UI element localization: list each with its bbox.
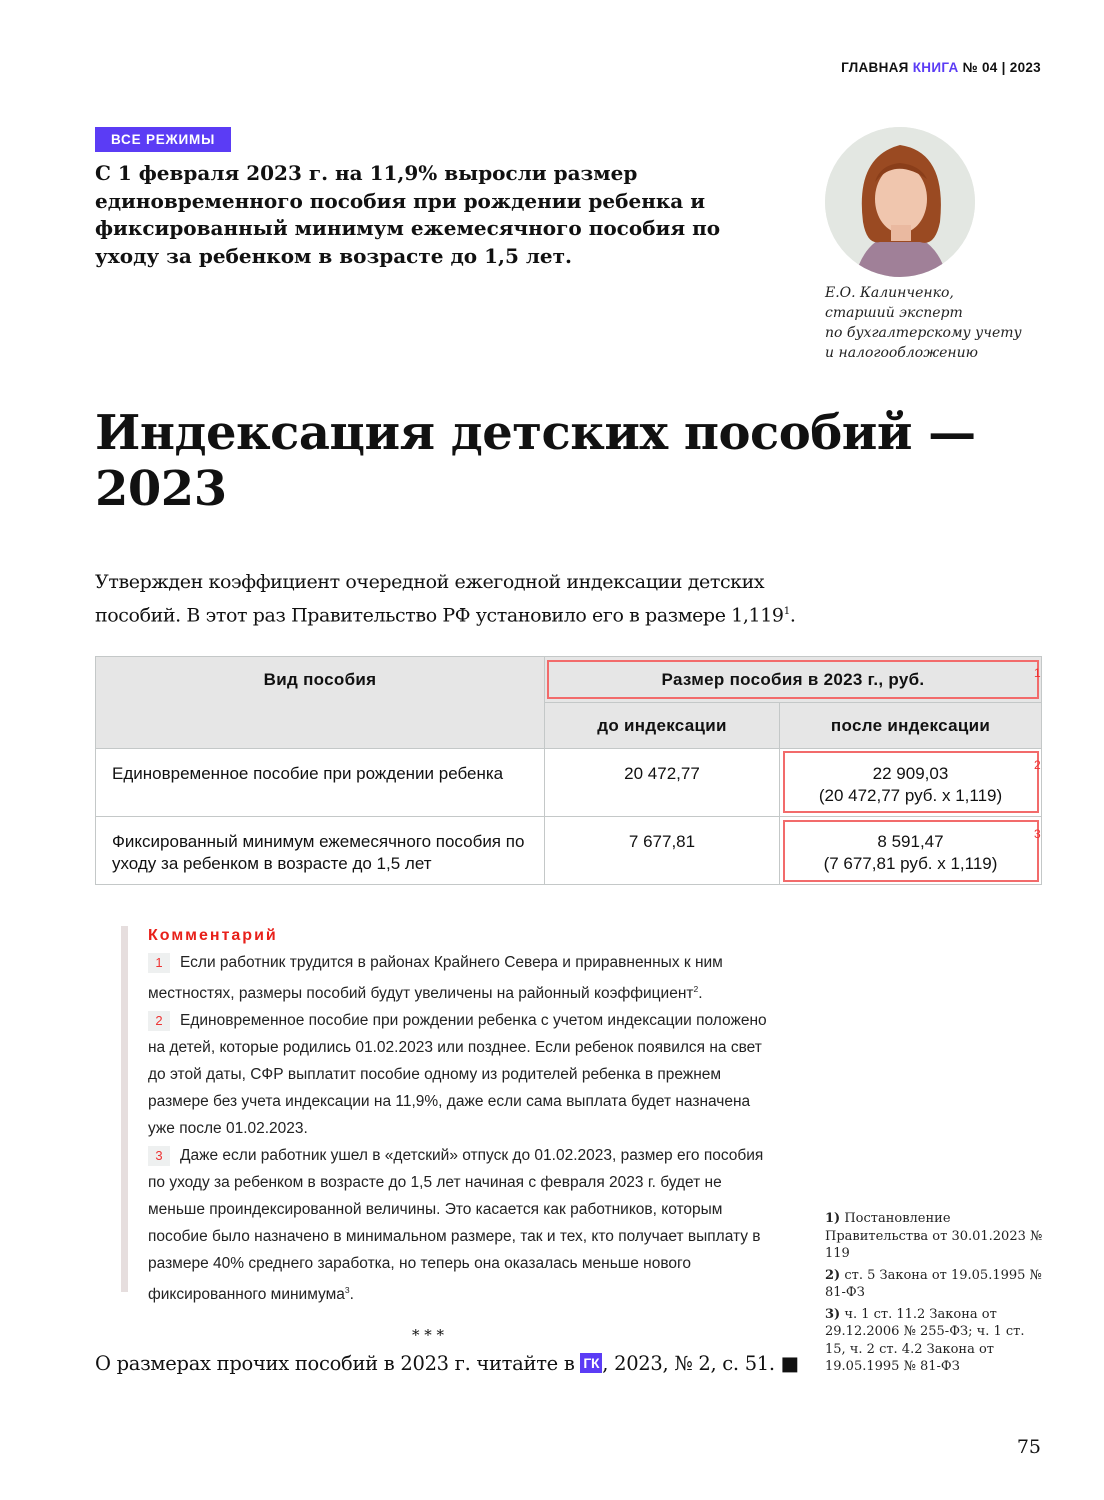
benefit-name: Единовременное пособие при рождении ребенка bbox=[96, 749, 545, 817]
comment-marker[interactable]: 2 bbox=[1034, 758, 1041, 772]
author-role: старший эксперт bbox=[825, 305, 963, 321]
author-role: и налогообложению bbox=[825, 345, 978, 361]
amount-calc: (20 472,77 руб. х 1,119) bbox=[818, 786, 1003, 805]
header-type: Вид пособия bbox=[96, 657, 545, 749]
page-number: 75 bbox=[1016, 1436, 1041, 1458]
footnote-text: Постановление Правительства от 30.01.2023 № 119 bbox=[825, 1211, 1043, 1261]
footnote-number: 2) bbox=[825, 1267, 841, 1283]
footnote-ref: 3 bbox=[344, 1285, 350, 1296]
footnote-text: ч. 1 ст. 11.2 Закона от 29.12.2006 № 255-ФЗ; ч. 1 ст. 15, ч. 2 ст. 4.2 Закона от 19.05.1995 № 81-ФЗ bbox=[825, 1306, 1025, 1374]
magazine-name: ГЛАВНАЯ bbox=[841, 60, 909, 75]
comment-text: Единовременное пособие при рождении ребенка с учетом индексации положено на детей, которые родились 01.02.2023 или позднее. Если ребенок появился на свет до этой даты, СФР выплатит пособие одному из родителей ребенка в прежнем размере без учета индексации на 11,9%, даже если сама выплата будет назначена уже после 01.02.2023. bbox=[148, 1012, 767, 1138]
comment-number[interactable]: 1 bbox=[148, 953, 170, 973]
comment-number[interactable]: 2 bbox=[148, 1011, 170, 1031]
amount-before: 20 472,77 bbox=[545, 749, 780, 817]
closing-ref: , 2023, № 2, с. 51. ■ bbox=[602, 1352, 799, 1375]
footnote bbox=[825, 1210, 1045, 1263]
running-header bbox=[841, 60, 1041, 75]
intro-paragraph bbox=[95, 568, 815, 630]
header-after: после индексации bbox=[780, 703, 1042, 749]
comment-text: Если работник трудится в районах Крайнего Севера и приравненных к ним местностях, размеры пособий будут увеличены на районный коэффициент bbox=[148, 954, 723, 1003]
comment-marker[interactable]: 3 bbox=[1034, 827, 1041, 841]
benefit-name: Фиксированный минимум ежемесячного пособия по уходу за ребенком в возрасте до 1,5 лет bbox=[96, 817, 545, 885]
amount-before: 7 677,81 bbox=[545, 817, 780, 885]
comment-title: Комментарий bbox=[148, 927, 278, 944]
amount-calc: (7 677,81 руб. х 1,119) bbox=[823, 854, 998, 873]
footnote bbox=[825, 1306, 1045, 1376]
article-title bbox=[95, 405, 976, 517]
comment-block bbox=[148, 922, 768, 1308]
comment-item bbox=[148, 1142, 768, 1308]
closing-paragraph bbox=[95, 1352, 799, 1375]
footnote bbox=[825, 1267, 1045, 1302]
footnote-ref[interactable]: 1 bbox=[783, 605, 790, 617]
header-amount: Размер пособия в 2023 г., руб. bbox=[545, 657, 1042, 703]
amount-after-value: 8 591,47 bbox=[877, 832, 944, 851]
comment-number[interactable]: 3 bbox=[148, 1146, 170, 1166]
author-role: по бухгалтерскому учету bbox=[825, 325, 1022, 341]
footnote-number: 1) bbox=[825, 1211, 841, 1226]
closing-text: О размерах прочих пособий в 2023 г. читайте в bbox=[95, 1352, 575, 1375]
intro-end: . bbox=[789, 604, 796, 627]
comment-highlight-2[interactable] bbox=[783, 751, 1039, 813]
footnote-number: 3) bbox=[825, 1306, 841, 1322]
header-before: до индексации bbox=[545, 703, 780, 749]
category-badge: ВСЕ РЕЖИМЫ bbox=[95, 127, 231, 152]
comment-highlight-3[interactable] bbox=[783, 820, 1039, 882]
magazine-name-accent: КНИГА bbox=[912, 60, 959, 75]
amount-after-value: 22 909,03 bbox=[872, 764, 949, 783]
author-name: Е.О. Калинченко, bbox=[825, 285, 954, 301]
lead-paragraph: С 1 февраля 2023 г. на 11,9% выросли размер единовременного пособия при рождении ребенка и фиксированный минимум ежемесячного пособия по уходу за ребенком в возрасте до 1,5 лет. bbox=[95, 161, 721, 268]
comment-end: . bbox=[349, 1286, 354, 1304]
comment-item bbox=[148, 949, 768, 1007]
comment-item bbox=[148, 1007, 768, 1142]
title-line: 2023 bbox=[95, 461, 227, 517]
issue-number: № 04 | 2023 bbox=[962, 60, 1041, 75]
author-photo bbox=[825, 127, 975, 277]
magazine-logo: ГК bbox=[580, 1353, 602, 1373]
footnote-ref: 2 bbox=[693, 984, 699, 994]
title-line: Индексация детских пособий — bbox=[95, 405, 976, 461]
separator: * * * bbox=[412, 1326, 445, 1344]
author-caption bbox=[825, 283, 1022, 363]
footnotes bbox=[825, 1210, 1045, 1380]
comment-end: . bbox=[698, 985, 703, 1003]
comment-highlight-1[interactable] bbox=[547, 660, 1039, 699]
comment-text: Даже если работник ушел в «детский» отпуск до 01.02.2023, размер его пособия по уходу за ребенком в возрасте до 1,5 лет начиная с февраля 2023 г. будет не меньше проиндексированной величины. Это касается как работников, которым пособие было назначено в минимальном размере, так и тех, кто получает выплату в размере 40% среднего заработка, но теперь она оказалась меньше нового фиксированного минимума bbox=[148, 1147, 764, 1304]
comment-marker[interactable]: 1 bbox=[1034, 666, 1041, 680]
intro-text: Утвержден коэффициент очередной ежегодной индексации детских пособий. В этот раз Правительство РФ установило его в размере 1,119 bbox=[95, 571, 784, 627]
footnote-text: ст. 5 Закона от 19.05.1995 № 81-ФЗ bbox=[825, 1267, 1042, 1300]
comment-bar bbox=[121, 926, 128, 1292]
